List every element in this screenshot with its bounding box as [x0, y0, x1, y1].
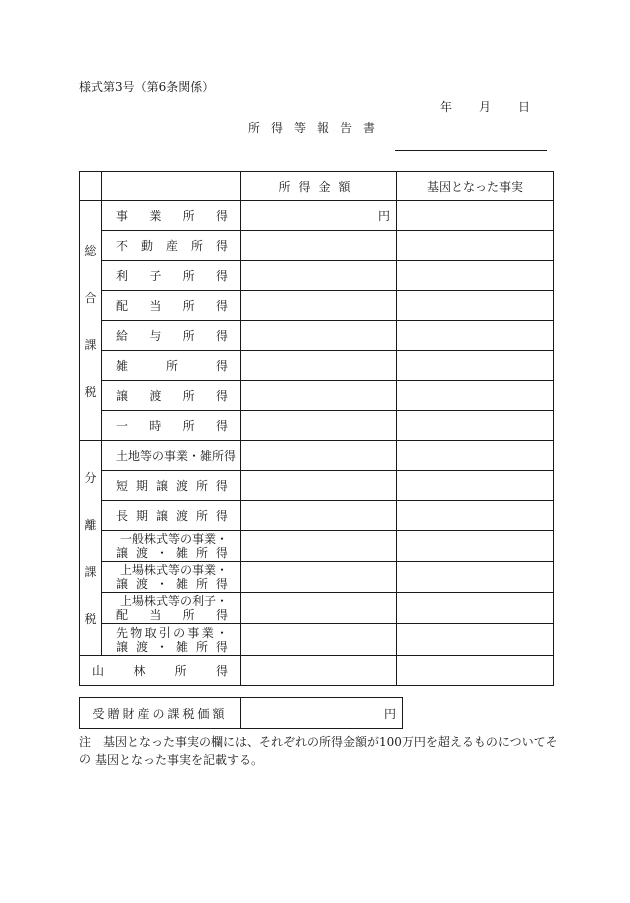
fact-cell[interactable]	[397, 562, 554, 593]
header-blank-cell	[80, 172, 102, 201]
amount-cell[interactable]	[241, 231, 397, 261]
header-fact: 基因となった事実	[397, 172, 554, 201]
table-row	[80, 562, 554, 593]
row-label: 雑 所 得	[102, 351, 241, 381]
row-label: 配 当 所 得	[102, 291, 241, 321]
fact-cell[interactable]	[397, 351, 554, 381]
table-row	[80, 381, 554, 411]
table-row	[80, 441, 554, 471]
row-label: 不 動 産 所 得	[102, 231, 241, 261]
table-row	[80, 501, 554, 531]
row-label: 土地等の事業・雑所得	[102, 441, 241, 471]
row-label: 長 期 譲 渡 所 得	[102, 501, 241, 531]
yen-unit: 円	[377, 209, 390, 223]
amount-cell[interactable]	[241, 261, 397, 291]
gift-value-cell[interactable]	[241, 698, 403, 729]
amount-cell[interactable]	[241, 291, 397, 321]
table-row	[80, 471, 554, 501]
table-row	[80, 411, 554, 441]
gift-value-label: 受贈財産の課税価額	[80, 698, 241, 729]
gift-value-table	[79, 697, 403, 729]
fact-cell[interactable]	[397, 471, 554, 501]
fact-cell[interactable]	[397, 261, 554, 291]
form-number: 様式第3号（第6条関係）	[79, 80, 215, 94]
fact-cell[interactable]	[397, 411, 554, 441]
amount-cell[interactable]	[241, 624, 397, 656]
amount-cell[interactable]	[241, 531, 397, 562]
table-row	[80, 231, 554, 261]
note-line-2: 基因となった事実を記載する。	[95, 753, 264, 767]
fact-cell[interactable]	[397, 321, 554, 351]
table-row	[80, 321, 554, 351]
amount-cell[interactable]	[241, 351, 397, 381]
header-blank-cell	[102, 172, 241, 201]
category-separate-taxation: 分 離 課 税	[80, 441, 102, 656]
row-label: 上場株式等の事業・ 譲 渡 ・ 雑 所 得	[102, 562, 241, 593]
fact-cell[interactable]	[397, 531, 554, 562]
document-title: 所得等報告書	[248, 121, 387, 135]
table-row	[80, 531, 554, 562]
fact-cell[interactable]	[397, 381, 554, 411]
amount-cell[interactable]	[241, 201, 397, 231]
fact-cell[interactable]	[397, 441, 554, 471]
row-label: 一般株式等の事業・ 譲 渡 ・ 雑 所 得	[102, 531, 241, 562]
amount-cell[interactable]	[241, 411, 397, 441]
amount-cell[interactable]	[241, 562, 397, 593]
row-label: 先 物 取 引 の 事 業 ・ 譲 渡 ・ 雑 所 得	[102, 624, 241, 656]
year-label: 年	[440, 100, 453, 114]
amount-cell[interactable]	[241, 593, 397, 624]
table-row	[80, 593, 554, 624]
row-label: 給 与 所 得	[102, 321, 241, 351]
fact-cell[interactable]	[397, 593, 554, 624]
table-row	[80, 261, 554, 291]
fact-cell[interactable]	[397, 231, 554, 261]
fact-cell[interactable]	[397, 656, 554, 686]
signature-line[interactable]	[395, 150, 547, 151]
row-label: 短 期 譲 渡 所 得	[102, 471, 241, 501]
amount-cell[interactable]	[241, 656, 397, 686]
amount-cell[interactable]	[241, 501, 397, 531]
income-table	[79, 171, 554, 686]
fact-cell[interactable]	[397, 501, 554, 531]
row-label: 譲 渡 所 得	[102, 381, 241, 411]
row-label: 山 林 所 得	[80, 656, 241, 686]
table-row	[80, 698, 403, 729]
fact-cell[interactable]	[397, 291, 554, 321]
amount-cell[interactable]	[241, 321, 397, 351]
table-header-row	[80, 172, 554, 201]
table-row	[80, 624, 554, 656]
amount-cell[interactable]	[241, 471, 397, 501]
category-general-taxation: 総 合 課 税	[80, 201, 102, 441]
month-label: 月	[478, 100, 491, 114]
table-row-forest	[80, 656, 554, 686]
row-label: 一 時 所 得	[102, 411, 241, 441]
row-label: 利 子 所 得	[102, 261, 241, 291]
table-row	[80, 351, 554, 381]
fact-cell[interactable]	[397, 624, 554, 656]
yen-unit: 円	[383, 706, 396, 721]
header-amount: 所得金額	[241, 172, 397, 201]
table-row	[80, 291, 554, 321]
fact-cell[interactable]	[397, 201, 554, 231]
day-label: 日	[517, 100, 530, 114]
table-row	[80, 201, 554, 231]
date-fields	[440, 98, 530, 115]
note-line-1: 注 基因となった事実の欄には、それぞれの所得金額が100万円を超えるものについてその	[79, 735, 558, 766]
amount-cell[interactable]	[241, 441, 397, 471]
amount-cell[interactable]	[241, 381, 397, 411]
row-label: 事 業 所 得	[102, 201, 241, 231]
row-label: 上場株式等の利子・ 配 当 所 得	[102, 593, 241, 624]
